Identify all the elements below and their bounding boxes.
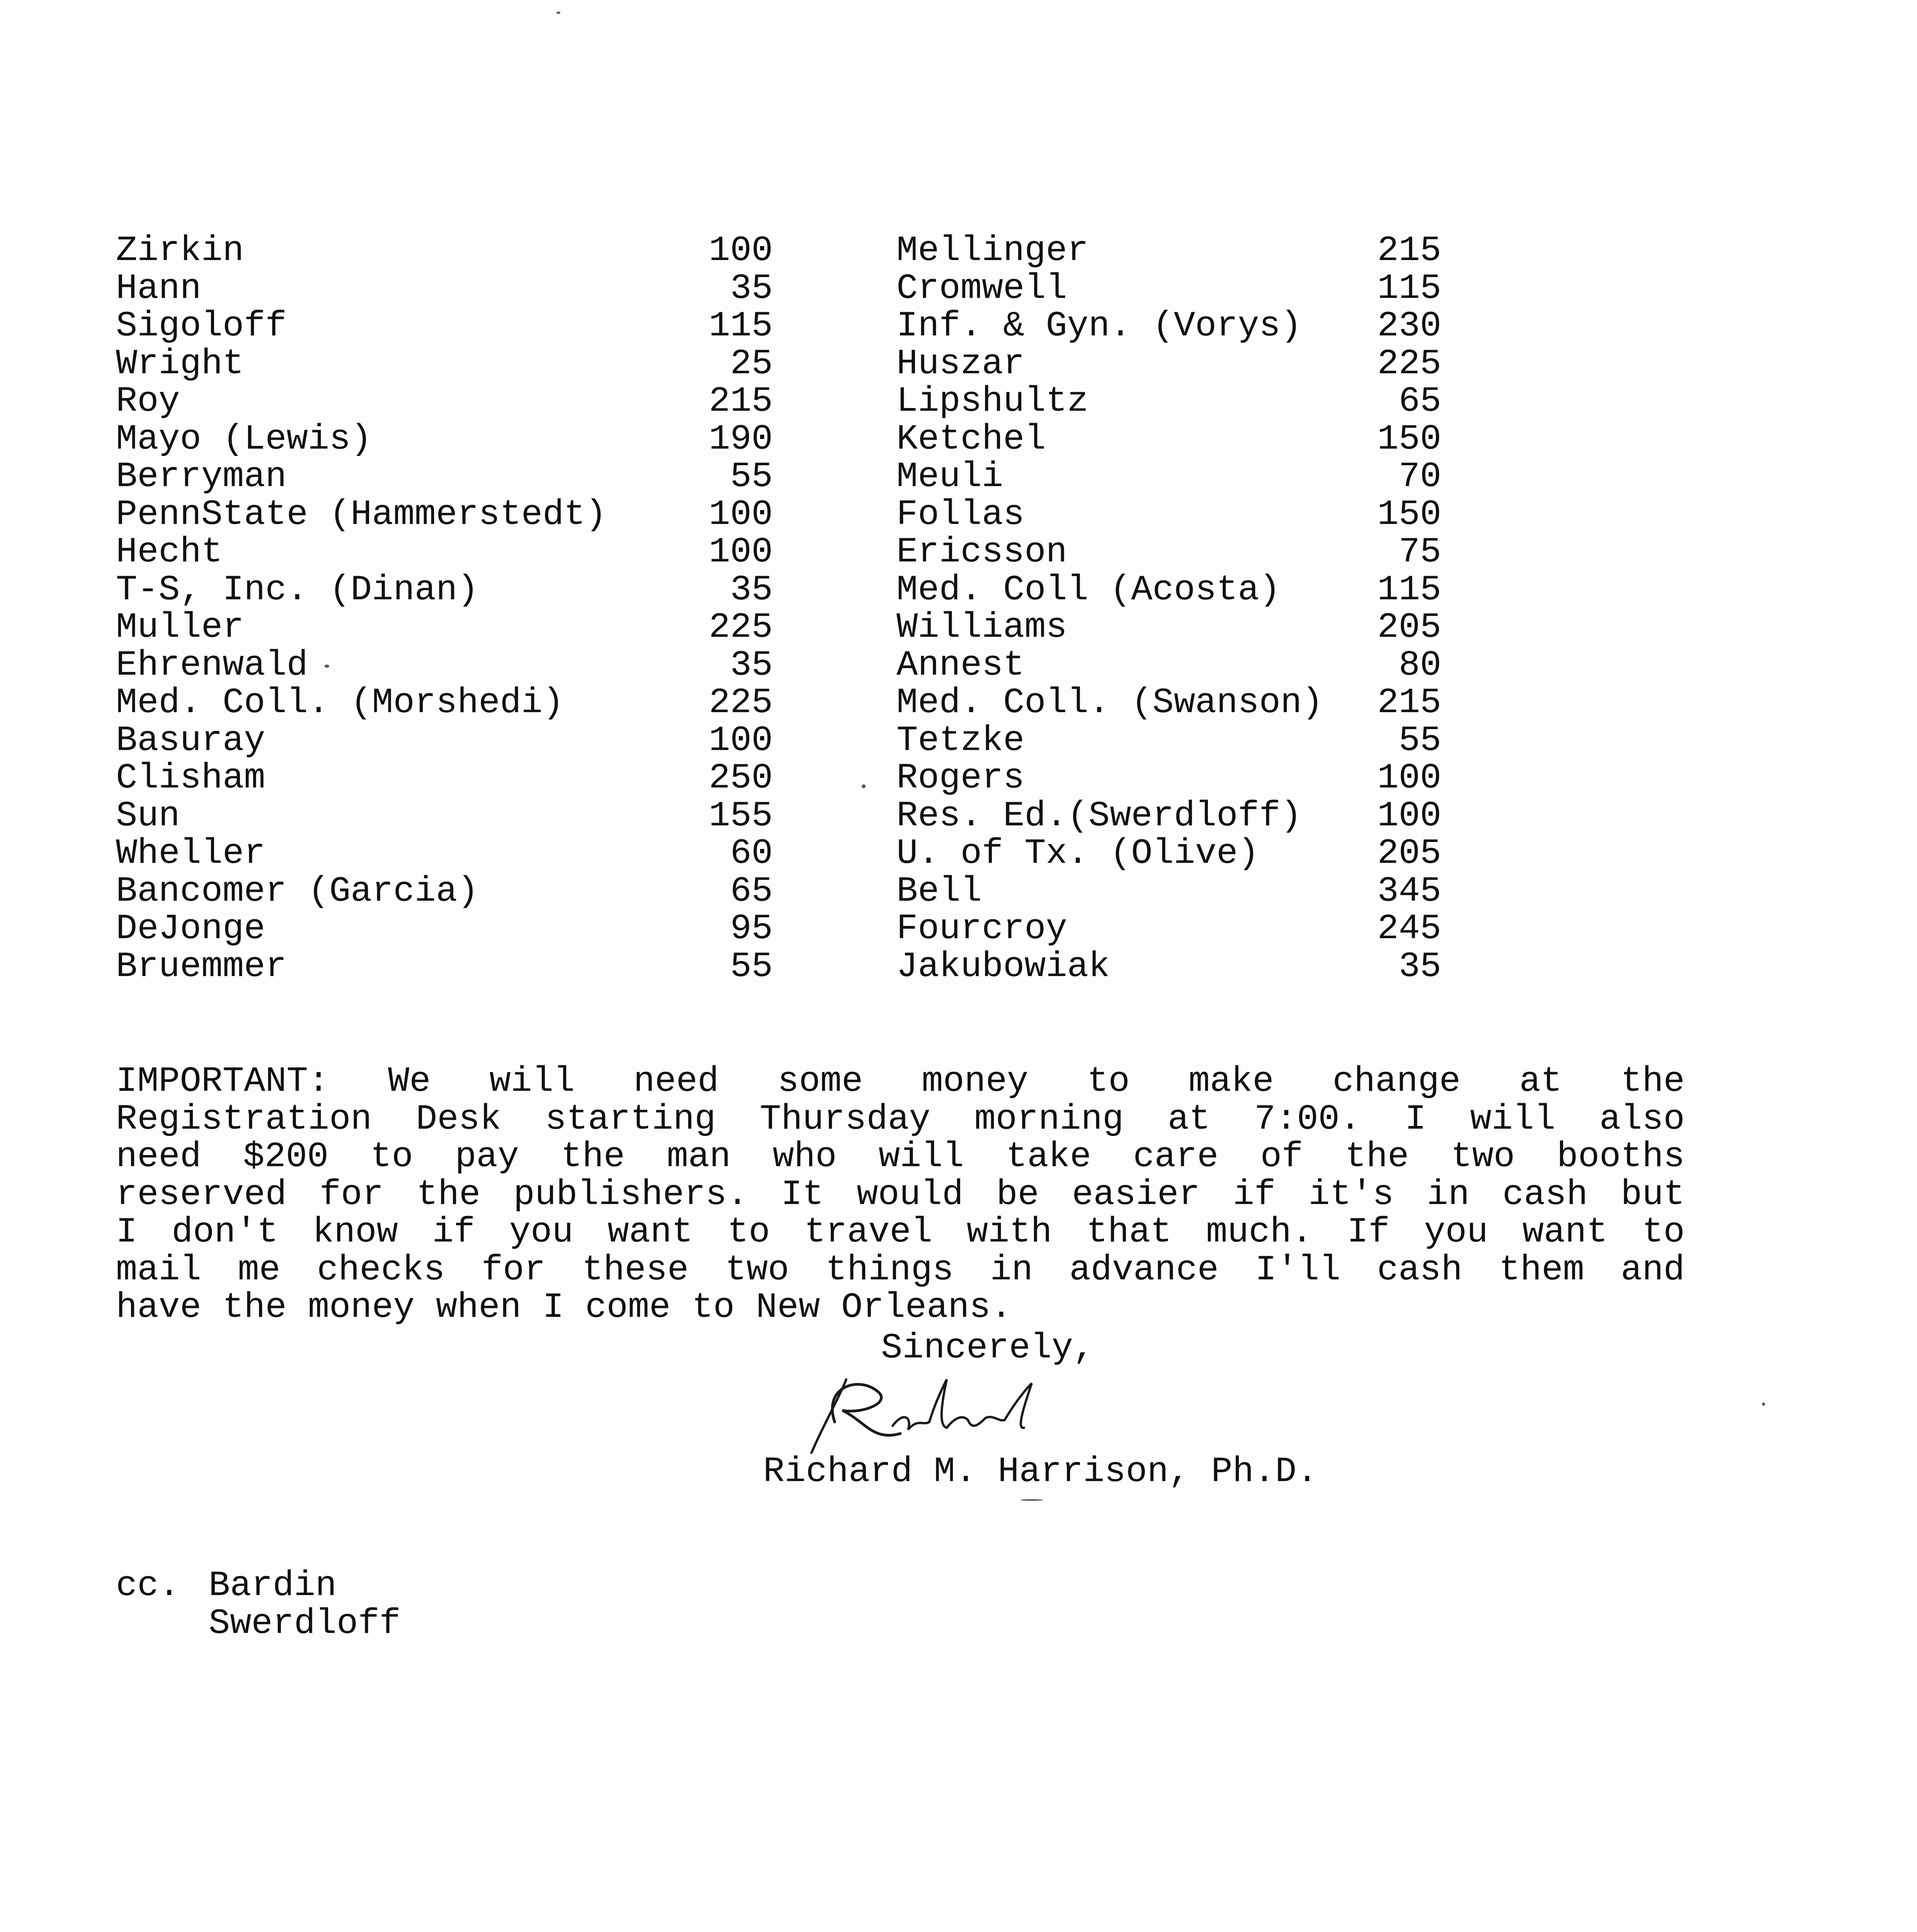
list-item xyxy=(116,420,773,458)
list-item xyxy=(896,609,1441,646)
list-item-amount: 65 xyxy=(730,871,773,912)
list-item-amount: 205 xyxy=(1377,833,1441,874)
list-item-name: Follas xyxy=(896,494,1025,535)
list-item-amount: 70 xyxy=(1398,456,1441,497)
list-item-amount: 55 xyxy=(730,946,773,987)
list-item xyxy=(896,797,1441,835)
list-item-name: Mellinger xyxy=(896,230,1089,271)
list-item-name: Mayo (Lewis) xyxy=(116,418,372,459)
list-item-name: Bruemmer xyxy=(116,946,287,987)
list-item-amount: 155 xyxy=(709,795,773,836)
scan-speck xyxy=(325,665,329,668)
list-item-name: Med. Coll (Acosta) xyxy=(896,569,1281,610)
list-item-name: Roy xyxy=(116,381,180,422)
list-item-name: Zirkin xyxy=(116,230,244,271)
list-item-name: U. of Tx. (Olive) xyxy=(896,833,1259,874)
scan-speck xyxy=(556,12,560,14)
list-item xyxy=(896,646,1441,684)
signer-name: Richard M. Harrison, Ph.D. xyxy=(763,1451,1318,1492)
list-item xyxy=(896,232,1441,270)
notice-line: Registration Desk starting Thursday morning at 7:00. I will also xyxy=(116,1099,1685,1139)
list-item-name: T-S, Inc. (Dinan) xyxy=(116,569,479,610)
list-item-amount: 115 xyxy=(1377,268,1441,309)
list-item-amount: 225 xyxy=(709,607,773,648)
list-item xyxy=(116,609,773,646)
list-item-name: Williams xyxy=(896,607,1067,648)
list-item xyxy=(116,270,773,308)
list-item xyxy=(116,345,773,383)
list-item-amount: 230 xyxy=(1377,306,1441,346)
list-item-name: Rogers xyxy=(896,758,1025,798)
list-item xyxy=(116,797,773,835)
notice-line: have the money when I come to New Orleans. xyxy=(116,1287,1012,1328)
list-item xyxy=(116,910,773,948)
list-item-amount: 75 xyxy=(1398,532,1441,572)
list-item xyxy=(116,232,773,270)
list-item-amount: 345 xyxy=(1377,871,1441,912)
list-item xyxy=(896,307,1441,345)
list-item-amount: 35 xyxy=(730,569,773,610)
closing-salutation: Sincerely, xyxy=(881,1328,1095,1368)
cc-recipient: Swerdloff xyxy=(209,1603,401,1644)
list-item xyxy=(116,759,773,797)
list-item-amount: 55 xyxy=(730,456,773,497)
list-item-name: Sun xyxy=(116,795,180,836)
list-item-name: Ketchel xyxy=(896,418,1046,459)
list-item-name: DeJonge xyxy=(116,908,265,949)
list-item xyxy=(116,307,773,345)
list-item-name: Muller xyxy=(116,607,244,648)
list-item-amount: 80 xyxy=(1398,645,1441,685)
list-item-name: Huszar xyxy=(896,343,1025,384)
list-item xyxy=(896,835,1441,872)
cc-block xyxy=(116,1565,401,1644)
list-item-name: Med. Coll. (Swanson) xyxy=(896,682,1323,723)
list-item-name: Inf. & Gyn. (Vorys) xyxy=(896,306,1302,346)
list-item xyxy=(116,533,773,571)
list-item xyxy=(896,458,1441,496)
scan-speck xyxy=(862,784,866,788)
cc-row xyxy=(116,1565,337,1606)
list-item xyxy=(896,345,1441,383)
list-item-amount: 150 xyxy=(1377,418,1441,459)
list-item-amount: 100 xyxy=(709,494,773,535)
list-item-name: Hecht xyxy=(116,532,223,572)
list-item-amount: 150 xyxy=(1377,494,1441,535)
list-item-name: Annest xyxy=(896,645,1025,685)
list-item-name: Wright xyxy=(116,343,244,384)
list-item-name: Berryman xyxy=(116,456,287,497)
list-item xyxy=(116,646,773,684)
list-item-amount: 100 xyxy=(709,532,773,572)
list-item-amount: 100 xyxy=(1377,795,1441,836)
list-item-amount: 250 xyxy=(709,758,773,798)
cc-recipient: Bardin xyxy=(209,1565,337,1606)
list-item-amount: 55 xyxy=(1398,720,1441,761)
list-item-amount: 225 xyxy=(709,682,773,723)
right-donation-list xyxy=(896,232,1441,985)
scan-speck xyxy=(1762,1403,1765,1406)
list-item xyxy=(896,270,1441,308)
list-item-amount: 65 xyxy=(1398,381,1441,422)
list-item-amount: 215 xyxy=(1377,682,1441,723)
cc-label: cc. xyxy=(116,1565,180,1606)
list-item xyxy=(896,910,1441,948)
list-item xyxy=(896,496,1441,534)
list-item-name: PennState (Hammerstedt) xyxy=(116,494,607,535)
list-item-name: Fourcroy xyxy=(896,908,1067,949)
list-item-name: Med. Coll. (Morshedi) xyxy=(116,682,564,723)
list-item-name: Wheller xyxy=(116,833,265,874)
list-item-amount: 100 xyxy=(709,720,773,761)
list-item xyxy=(896,533,1441,571)
list-item xyxy=(116,872,773,910)
list-item-name: Lipshultz xyxy=(896,381,1089,422)
list-item-amount: 115 xyxy=(1377,569,1441,610)
list-item-name: Ericsson xyxy=(896,532,1067,572)
notice-line: need $200 to pay the man who will take care of the two booths xyxy=(116,1136,1685,1177)
list-item xyxy=(896,383,1441,420)
list-item-name: Ehrenwald xyxy=(116,645,308,685)
list-item xyxy=(116,496,773,534)
list-item-amount: 100 xyxy=(1377,758,1441,798)
list-item xyxy=(896,948,1441,986)
list-item-amount: 190 xyxy=(709,418,773,459)
list-item-name: Clisham xyxy=(116,758,265,798)
list-item-name: Res. Ed.(Swerdloff) xyxy=(896,795,1302,836)
list-item-amount: 35 xyxy=(1398,946,1441,987)
list-item xyxy=(116,948,773,986)
list-item-name: Jakubowiak xyxy=(896,946,1110,987)
list-item-amount: 215 xyxy=(709,381,773,422)
notice-line: reserved for the publishers. It would be easier if it's in cash but xyxy=(116,1174,1685,1215)
important-notice xyxy=(116,1063,1685,1327)
list-item xyxy=(896,722,1441,760)
list-item xyxy=(116,571,773,609)
list-item-amount: 60 xyxy=(730,833,773,874)
list-item-amount: 245 xyxy=(1377,908,1441,949)
list-item-amount: 35 xyxy=(730,645,773,685)
list-item xyxy=(116,684,773,722)
list-item xyxy=(116,722,773,760)
notice-line: IMPORTANT: We will need some money to make change at the xyxy=(116,1061,1685,1102)
list-item-amount: 35 xyxy=(730,268,773,309)
list-item-amount: 225 xyxy=(1377,343,1441,384)
list-item-name: Meuli xyxy=(896,456,1004,497)
list-item-name: Bancomer (Garcia) xyxy=(116,871,479,912)
list-item xyxy=(116,383,773,420)
list-item xyxy=(116,835,773,872)
list-item xyxy=(896,759,1441,797)
list-item xyxy=(116,458,773,496)
list-item-name: Bell xyxy=(896,871,982,912)
notice-line: mail me checks for these two things in advance I'll cash them and xyxy=(116,1249,1685,1290)
scan-speck xyxy=(1020,1499,1043,1501)
notice-line: I don't know if you want to travel with that much. If you want to xyxy=(116,1212,1685,1252)
cc-row xyxy=(116,1603,401,1644)
list-item-name: Sigoloff xyxy=(116,306,287,346)
list-item-amount: 95 xyxy=(730,908,773,949)
list-item xyxy=(896,684,1441,722)
list-item xyxy=(896,571,1441,609)
list-item-amount: 100 xyxy=(709,230,773,271)
list-item-amount: 115 xyxy=(709,306,773,346)
list-item-amount: 215 xyxy=(1377,230,1441,271)
handwritten-signature xyxy=(777,1364,1055,1457)
left-donation-list xyxy=(116,232,773,985)
list-item-name: Basuray xyxy=(116,720,265,761)
list-item-name: Cromwell xyxy=(896,268,1067,309)
list-item xyxy=(896,420,1441,458)
list-item-amount: 205 xyxy=(1377,607,1441,648)
list-item-name: Tetzke xyxy=(896,720,1025,761)
list-item-name: Hann xyxy=(116,268,201,309)
list-item xyxy=(896,872,1441,910)
list-item-amount: 25 xyxy=(730,343,773,384)
